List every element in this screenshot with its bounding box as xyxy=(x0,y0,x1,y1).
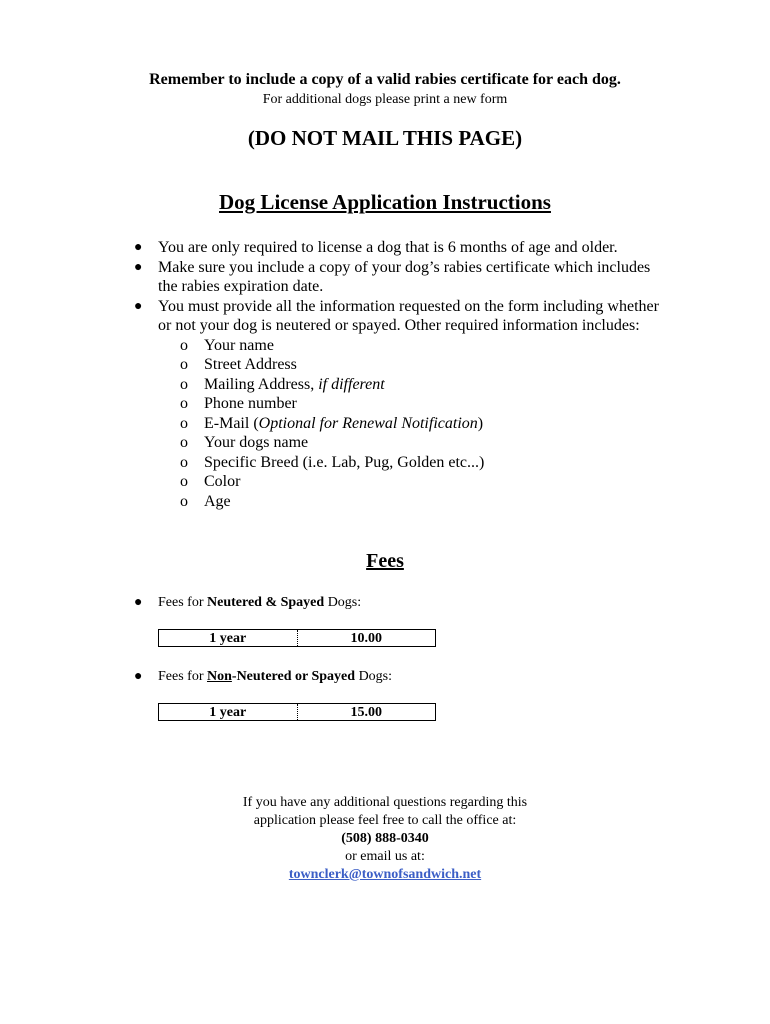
bullet-icon: ● xyxy=(134,259,143,275)
sub-item-text: Your dogs name xyxy=(204,434,309,451)
email-link[interactable]: townclerk@townofsandwich.net xyxy=(288,867,482,882)
sub-item-text: Street Address xyxy=(204,356,297,373)
bullet-text: You are only required to license a dog that is 6 months of age and older. xyxy=(158,239,618,256)
contact-line: application please feel free to call the office at: xyxy=(253,813,517,828)
required-info-list xyxy=(0,336,770,512)
sub-list-item xyxy=(0,414,770,434)
fees-suffix: Dogs: xyxy=(355,669,393,684)
circle-bullet-icon: o xyxy=(180,375,188,393)
sub-list-item xyxy=(0,394,770,414)
fees-category: -Neutered or Spayed xyxy=(231,669,356,684)
fees-category: Neutered & Spayed xyxy=(207,595,325,610)
sub-item-text: Phone number xyxy=(204,395,297,412)
additional-dogs-note: For additional dogs please print a new form xyxy=(262,92,508,107)
circle-bullet-icon: o xyxy=(180,395,188,412)
contact-block xyxy=(0,794,770,884)
list-item xyxy=(0,297,770,336)
instructions-list xyxy=(0,238,770,511)
fees-title: Fees xyxy=(366,550,404,572)
sub-item-text: Specific Breed (i.e. Lab, Pug, Golden etc...) xyxy=(204,453,485,471)
list-item xyxy=(0,238,770,258)
circle-bullet-icon: o xyxy=(180,434,188,451)
fee-period: 1 year xyxy=(209,705,247,720)
non-neutered-fees-label xyxy=(134,669,392,685)
circle-bullet-icon: o xyxy=(180,453,188,471)
non-neutered-fee-table xyxy=(158,703,436,721)
rabies-reminder: Remember to include a copy of a valid rabies certificate for each dog. xyxy=(149,71,621,88)
bullet-text: You must provide all the information requested on the form including whether or not your dog is neutered or spayed. Other required information includes: xyxy=(158,297,659,334)
do-not-mail-heading: (DO NOT MAIL THIS PAGE) xyxy=(247,126,523,150)
sub-list-item xyxy=(0,492,770,512)
sub-item-note: if different xyxy=(318,375,385,393)
bullet-icon: ● xyxy=(134,240,143,255)
sub-list-item xyxy=(0,375,770,395)
sub-item-text: Your name xyxy=(204,336,274,354)
circle-bullet-icon: o xyxy=(180,473,188,490)
neutered-fees-label xyxy=(134,595,361,611)
fee-period: 1 year xyxy=(209,631,247,646)
circle-bullet-icon: o xyxy=(180,356,188,373)
fees-suffix: Dogs: xyxy=(324,595,362,610)
bullet-icon: ● xyxy=(134,595,143,610)
phone-number: (508) 888-0340 xyxy=(341,831,429,846)
sub-item-close: ) xyxy=(477,414,484,432)
fee-amount: 15.00 xyxy=(297,704,436,720)
sub-list-item xyxy=(0,336,770,356)
bullet-text: Make sure you include a copy of your dog’s rabies certificate which includes the rabies expiration date. xyxy=(158,258,651,295)
bullet-icon: ● xyxy=(134,298,143,314)
sub-list-item xyxy=(0,472,770,492)
sub-list-item xyxy=(0,355,770,375)
sub-item-text: Mailing Address, xyxy=(204,375,315,393)
contact-line: or email us at: xyxy=(345,849,425,864)
contact-line: If you have any additional questions regarding this xyxy=(242,795,528,810)
circle-bullet-icon: o xyxy=(180,414,188,432)
sub-item-text: Color xyxy=(204,473,241,490)
circle-bullet-icon: o xyxy=(180,492,188,510)
circle-bullet-icon: o xyxy=(180,336,188,354)
sub-list-item xyxy=(0,453,770,473)
bullet-icon: ● xyxy=(134,669,143,684)
fees-prefix: Fees for xyxy=(158,595,207,610)
fees-prefix: Fees for xyxy=(158,669,207,684)
sub-item-note: Optional for Renewal Notification xyxy=(258,414,478,432)
fees-category-non: Non xyxy=(207,669,232,684)
list-item xyxy=(0,258,770,297)
sub-item-text: E-Mail ( xyxy=(204,414,259,432)
neutered-fee-table xyxy=(158,629,436,647)
sub-list-item xyxy=(0,433,770,453)
instructions-title: Dog License Application Instructions xyxy=(219,190,551,214)
sub-item-text: Age xyxy=(204,492,231,510)
fee-amount: 10.00 xyxy=(297,630,436,646)
